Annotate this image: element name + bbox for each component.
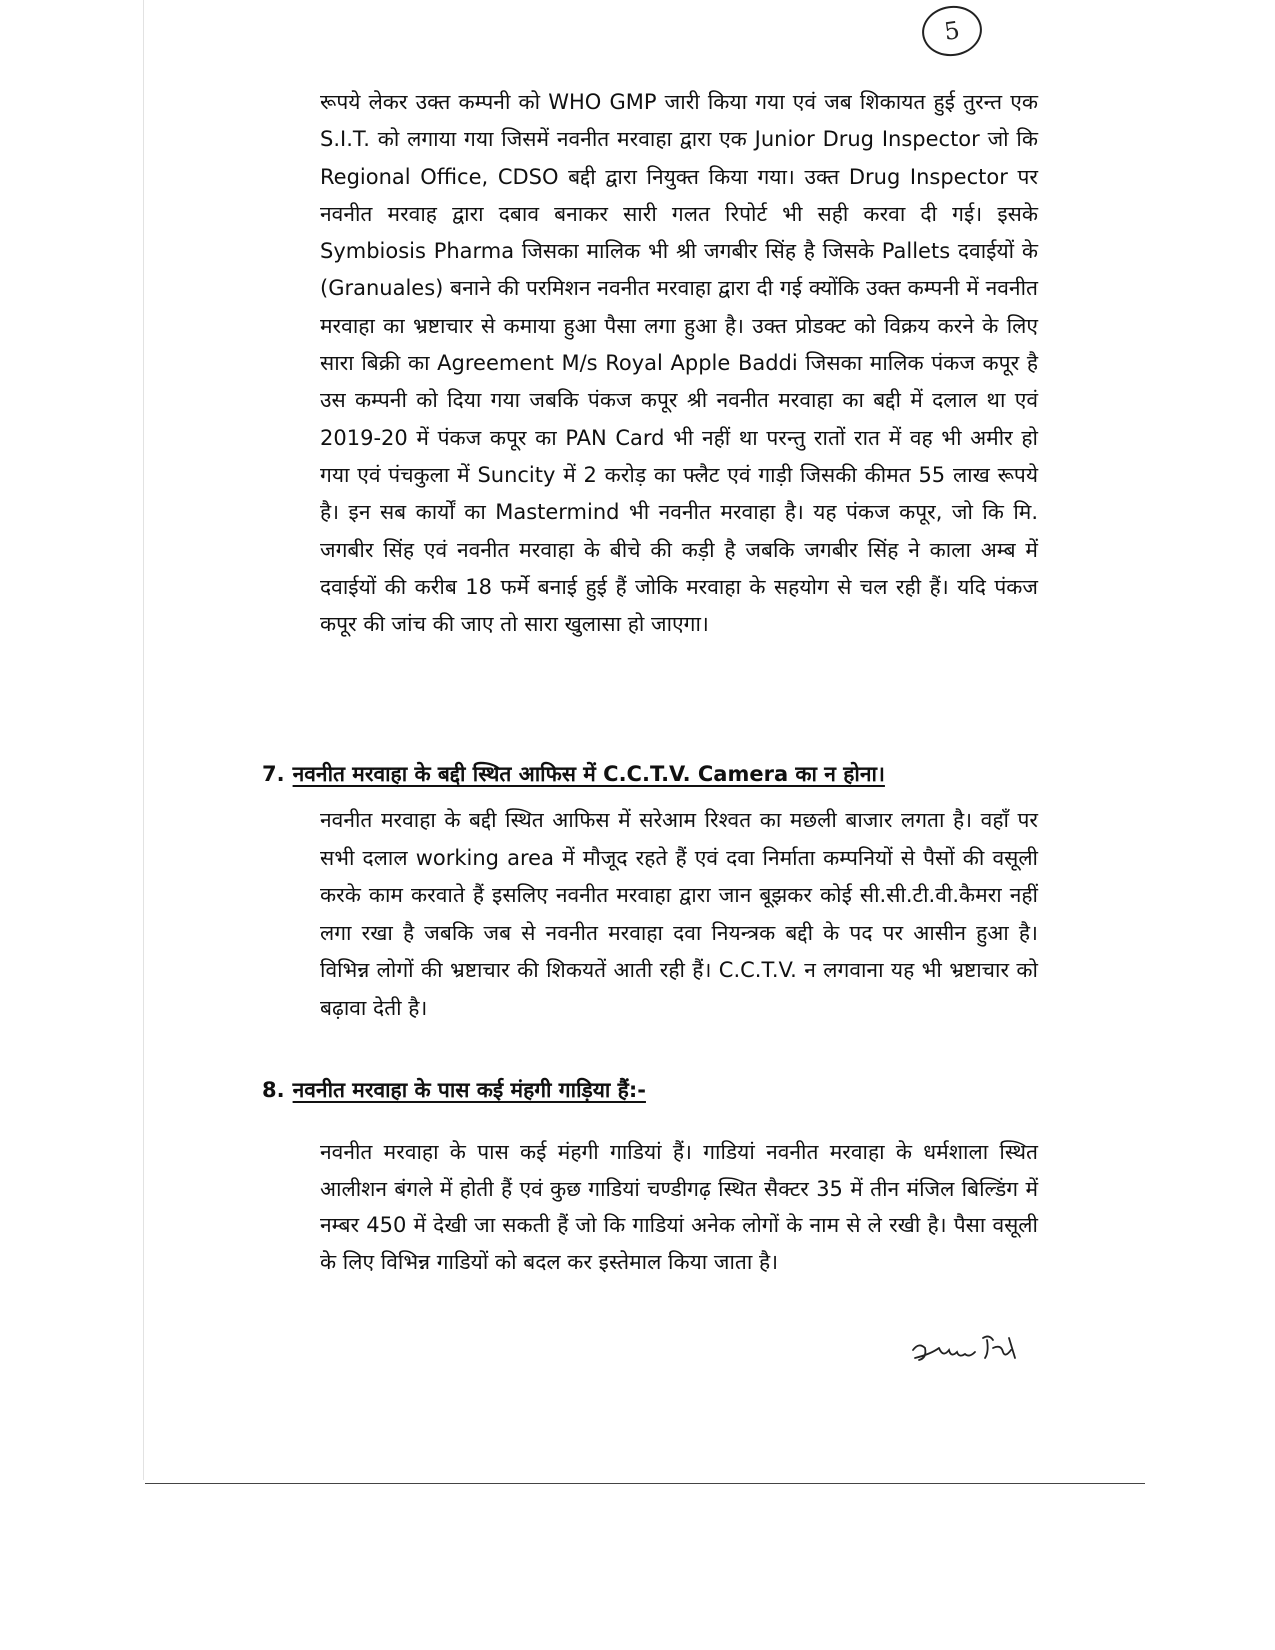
page-number-marker <box>919 2 985 60</box>
section-8-heading <box>262 1076 646 1104</box>
page-number-text: 5 <box>942 16 962 46</box>
intro-paragraph: रूपये लेकर उक्त कम्पनी को WHO GMP जारी किया गया एवं जब शिकायत हुई तुरन्त एक S.I.T. को लगाया गया जिसमें नवनीत मरवाहा द्वारा एक Junior Drug Inspector जो कि Regional Office, CDSO बद्दी द्वारा नियुक्त किया गया। उक्त Drug Inspector पर नवनीत मरवाह द्वारा दबाव बनाकर सारी गलत रिपोर्ट भी सही करवा दी गई। इसके Symbiosis Pharma जिसका मालिक भी श्री जगबीर सिंह है जिसके Pallets दवाईयों के (Granuales) बनाने की परमिशन नवनीत मरवाहा द्वारा दी गई क्योंकि उक्त कम्पनी में नवनीत मरवाहा का भ्रष्टाचार से कमाया हुआ पैसा लगा हुआ है। उक्त प्रोडक्ट को विक्रय करने के लिए सारा बिक्री का Agreement M/s Royal Apple Baddi जिसका मालिक पंकज कपूर है उस कम्पनी को दिया गया जबकि पंकज कपूर श्री नवनीत मरवाहा का बद्दी में दलाल था एवं 2019-20 में पंकज कपूर का PAN Card भी नहीं था परन्तु रातों रात में वह भी अमीर हो गया एवं पंचकुला में Suncity में 2 करोड़ का फ्लैट एवं गाड़ी जिसकी कीमत 55 लाख रूपये है। इन सब कार्यों का Mastermind भी नवनीत मरवाहा है। यह पंकज कपूर, जो कि मि. जगबीर सिंह एवं नवनीत मरवाहा के बीचे की कड़ी है जबकि जगबीर सिंह ने काला अम्ब में दवाईयों की करीब 18 फर्मे बनाई हुई हैं जोकि मरवाहा के सहयोग से चल रही हैं। यदि पंकज कपूर की जांच की जाए तो सारा खुलासा हो जाएगा। <box>320 90 1038 637</box>
section-8-paragraph: नवनीत मरवाहा के पास कई मंहगी गाडियां हैं। गाडियां नवनीत मरवाहा के धर्मशाला स्थित आलीशन बंगले में होती हैं एवं कुछ गाडियां चण्डीगढ़ स्थित सैक्टर 35 में तीन मंजिल बिल्डिंग में नम्बर 450 में देखी जा सकती हैं जो कि गाडियां अनेक लोगों के नाम से ले रखी है। पैसा वसूली के लिए विभिन्न गाडियों को बदल कर इस्तेमाल किया जाता है। <box>320 1140 1038 1274</box>
section-8-title: नवनीत मरवाहा के पास कई मंहगी गाड़िया हैं:- <box>292 1078 646 1102</box>
section-7-number: 7. <box>262 762 285 786</box>
scan-edge-line <box>143 0 144 1480</box>
section-8-number: 8. <box>262 1078 285 1102</box>
section-7-heading <box>262 760 885 788</box>
bottom-rule-line <box>145 1483 1145 1484</box>
section-7-title: नवनीत मरवाहा के बद्दी स्थित आफिस में C.C.T.V. Camera का न होना। <box>292 762 885 786</box>
handwritten-signature <box>905 1328 1035 1378</box>
section-7-paragraph: नवनीत मरवाहा के बद्दी स्थित आफिस में सरेआम रिश्वत का मछली बाजार लगता है। वहाँ पर सभी दलाल working area में मौजूद रहते हैं एवं दवा निर्माता कम्पनियों से पैसों की वसूली करके काम करवाते हैं इसलिए नवनीत मरवाहा द्वारा जान बूझकर कोई सी.सी.टी.वी.कैमरा नहीं लगा रखा है जबकि जब से नवनीत मरवाहा दवा नियन्त्रक बद्दी के पद पर आसीन हुआ है। विभिन्न लोगों की भ्रष्टाचार की शिकयतें आती रही हैं। C.C.T.V. न लगवाना यह भी भ्रष्टाचार को बढ़ावा देती है। <box>320 808 1038 1020</box>
